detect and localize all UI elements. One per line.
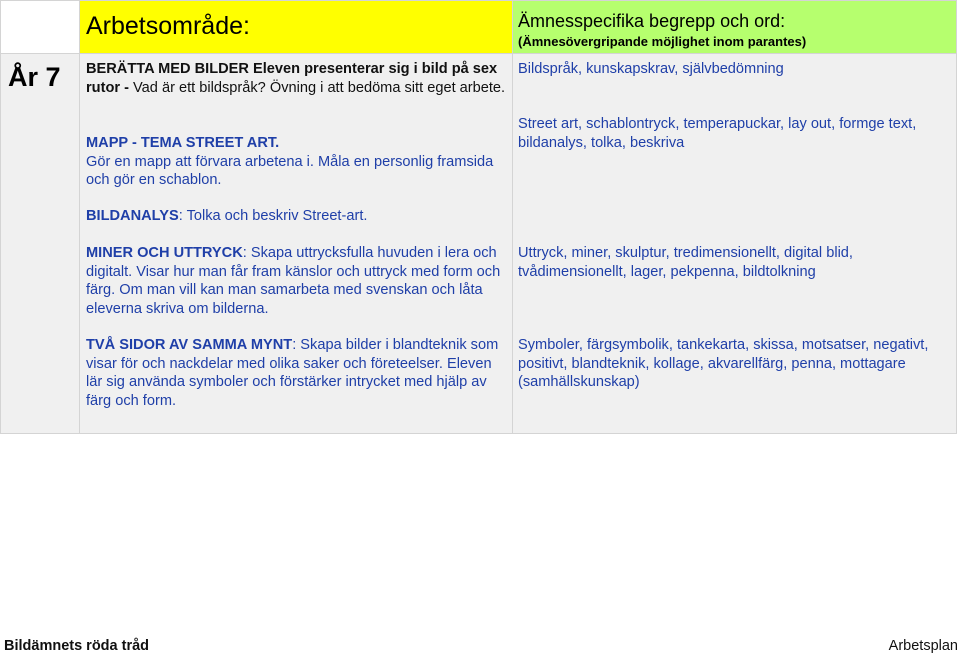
area-5 [86, 336, 506, 410]
concepts-header-subtitle: (Ämnesövergripande möjlighet inom parantes) [518, 34, 807, 49]
corner-cell [0, 0, 80, 54]
concepts-header-title: Ämnesspecifika begrepp och ord: [518, 11, 786, 31]
area-2 [86, 134, 506, 190]
area-header-title: Arbetsområde: [86, 12, 250, 40]
area-3 [86, 207, 506, 226]
area-4-text: : Skapa uttrycksfulla huvuden i lera och digitalt. Visar hur man får fram känslor och uttryck med form och färg. Om man vill kan man samarbeta med svenskan och låta eleverna skriva om bilderna. [86, 245, 501, 317]
area-5-text: : Skapa bilder i blandteknik som visar för och nackdelar med olika saker och företeelser. Eleven lär sig använda symboler och förstärker intrycket med hjälp av färg och form. [86, 337, 499, 409]
area-3-heading: BILDANALYS [86, 208, 179, 224]
area-2-heading: MAPP - TEMA STREET ART. [86, 135, 280, 151]
footer-label: Arbetsplan [888, 638, 958, 654]
area-4 [86, 244, 506, 318]
area-1-text: Vad är ett bildspråk? Övning i att bedöma sitt eget arbete. [128, 79, 506, 96]
area-3-text: : Tolka och beskriv Street-art. [178, 208, 368, 224]
concepts-1: Bildspråk, kunskapskrav, självbedömning [518, 61, 784, 77]
concepts-4: Symboler, färgsymbolik, tankekarta, skissa, motsatser, negativt, positivt, blandteknik, kollage, akvarellfärg, penna, mottagare (samhällskunskap) [518, 337, 929, 390]
concepts-2: Street art, schablontryck, temperapuckar, lay out, formge text, bildanalys, tolka, beskriva [518, 116, 917, 151]
area-1-heading: BERÄTTA MED BILDER Eleven presenterar sig i bild på sex rutor - [86, 61, 498, 96]
year-label: År 7 [8, 62, 61, 92]
area-2-text: Gör en mapp att förvara arbetena i. Måla en personlig framsida och gör en schablon. [86, 153, 494, 188]
year-cell [0, 53, 80, 434]
area-4-heading: MINER OCH UTTRYCK [86, 245, 243, 261]
area-5-heading: TVÅ SIDOR AV SAMMA MYNT [86, 337, 293, 353]
concepts-3: Uttryck, miner, skulptur, tredimensionellt, digital blid, tvådimensionellt, lager, pekpenna, bildtolkning [518, 245, 853, 280]
area-1 [86, 60, 506, 97]
footer-title: Bildämnets röda tråd [4, 638, 150, 654]
